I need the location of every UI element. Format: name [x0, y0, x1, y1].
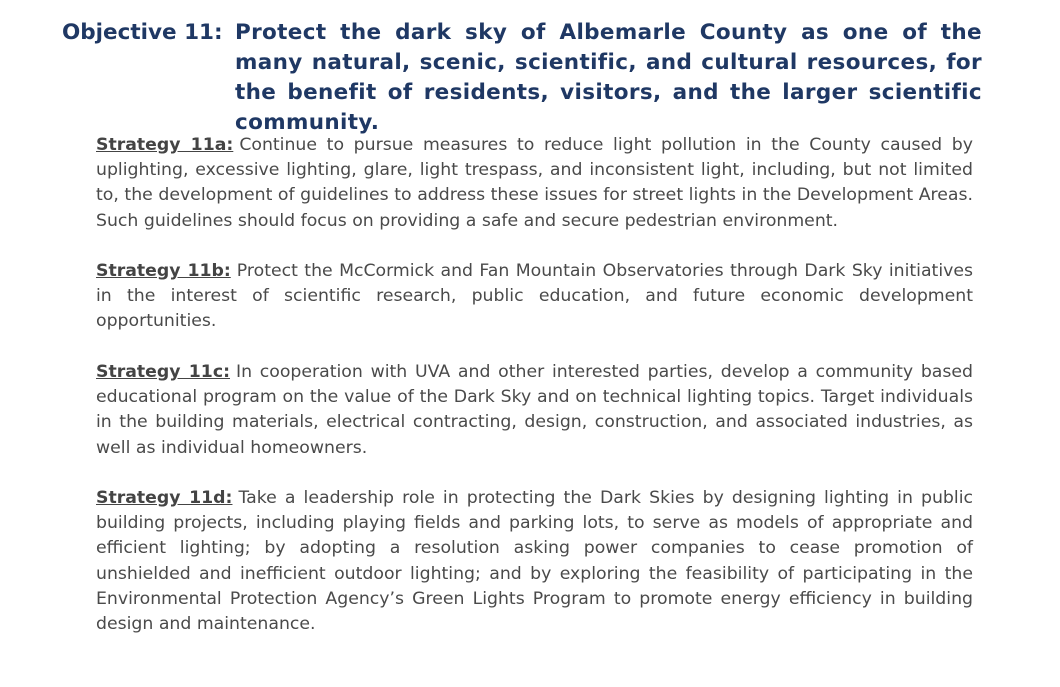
objective-heading — [62, 18, 982, 138]
strategy-11b-text: Protect the McCormick and Fan Mountain Observatories through Dark Sky initiatives in the interest of scientific research, public education, and future economic development opportunities. — [96, 261, 973, 332]
strategy-11b — [96, 259, 973, 335]
strategy-11d-text: Take a leadership role in protecting the Dark Skies by designing lighting in public building projects, including playing fields and parking lots, to serve as models of appropriate and efficient lighting; by adopting a resolution asking power companies to cease promotion of unshielded and inefficient outdoor lighting; and by exploring the feasibility of participating in the Environmental Protection Agency’s Green Lights Program to promote energy efficiency in building design and maintenance. — [96, 488, 974, 635]
strategy-11a-label: Strategy 11a: — [96, 135, 234, 155]
strategy-11c — [96, 360, 973, 461]
objective-text: Protect the dark sky of Albemarle County as one of the many natural, scenic, scientific, and cultural resources, for the benefit of residents, visitors, and the larger scientific community. — [235, 20, 982, 135]
strategy-11a-text: Continue to pursue measures to reduce light pollution in the County caused by uplighting, excessive lighting, glare, light trespass, and inconsistent light, including, but not limited to, the development of guidelines to address these issues for street lights in the Development Areas. Such guidelines should focus on providing a safe and secure pedestrian environment. — [96, 135, 973, 231]
strategy-11d-label: Strategy 11d: — [96, 488, 233, 508]
strategy-11d — [96, 486, 973, 637]
strategy-11c-label: Strategy 11c: — [96, 362, 230, 382]
objective-label: Objective 11: — [62, 20, 223, 45]
strategy-11a — [96, 133, 973, 234]
strategy-11b-label: Strategy 11b: — [96, 261, 231, 281]
strategy-11c-text: In cooperation with UVA and other interested parties, develop a community based educational program on the value of the Dark Sky and on technical lighting topics. Target individuals in the building materials, electrical contracting, design, construction, and associated industries, as well as individual homeowners. — [96, 362, 973, 458]
